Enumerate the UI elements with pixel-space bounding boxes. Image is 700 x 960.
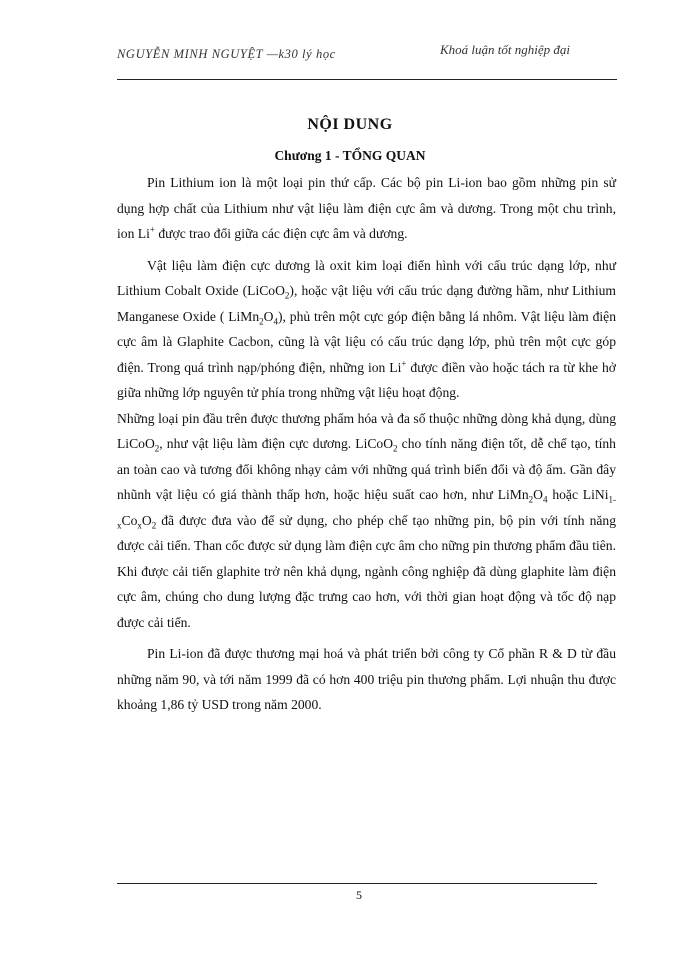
- paragraph-4: Pin Li-ion đã được thương mại hoá và phát triển bởi công ty Cổ phần R & D từ đầu những năm 90, và tới năm 1999 đã có hơn 400 triệu pin thương phẩm. Lợi nhuận thu được khoảng 1,86 tỷ USD trong năm 2000.: [117, 646, 616, 712]
- paragraph-3: Những loại pin đầu trên được thương phẩm hóa và đa số thuộc những dòng khả dụng, dùng LiCoO$_2$, như vật liệu làm điện cực dương. LiCoO$_2$ cho tính năng điện tốt, dễ chế tạo, tính an toàn cao và tương đối không nhạy cảm với những quá trình biến đổi và độ ẩm. Gần đây nhũnh vật liệu có giá thành thấp hơn, hoặc hiệu suất cao hơn, như $LiMn_2O_4$ hoặc $LiNi_{1-x}Co_xO_2$ đã được đưa vào để sử dụng, cho phép chế tạo những pin, bộ pin với tính năng được cải tiến. Than cốc được sử dụng làm điện cực âm cho nững pin thương phẩm đầu tiên. Khi được cải tiến glaphite trở nên khả dụng, ngành công nghiệp đã dùng glaphite làm điện cực âm, chúng cho dung lượng đặc trưng cao hơn, với thời gian hoạt động và tốc độ nạp được cải tiến.: [117, 410, 616, 630]
- paragraph-1: Pin Lithium ion là một loại pin thứ cấp. Các bộ pin Li-ion bao gồm những pin sử dụng hợp chất của Lithium như vật liệu làm điện cực âm và dương. Trong một chu trình, ion Li+ được trao đổi giữa các điện cực âm và dương.: [117, 175, 616, 241]
- header-author: NGUYỄN MINH NGUYỆT —k30 lý học: [117, 47, 336, 61]
- footer-divider: [117, 883, 597, 884]
- body-text: [117, 170, 616, 718]
- header-divider: [117, 79, 617, 80]
- page-number: 5: [356, 888, 362, 902]
- chapter-heading: Chương 1 - TỔNG QUAN: [274, 148, 426, 163]
- paragraph-2: Vật liệu làm điện cực dương là oxit kim loại điển hình với cấu trúc dạng lớp, như Lithium Cobalt Oxide (LiCoO$_2$), hoặc vật liệu với cấu trúc dạng đường hầm, như Lithium Manganese Oxide ( $LiMn_2O_4$), phủ trên một cực góp điện bằng lá nhôm. Vật liệu làm điện cực âm là Glaphite Cacbon, cũng là vật liệu có cấu trúc dạng lớp, phủ trên một cực góp điện. Trong quá trình nạp/phóng điện, những ion Li+ được điền vào hoặc tách ra từ khe hở giữa những lớp nguyên tử phía trong những vật liệu hoạt động.: [117, 257, 616, 400]
- header-thesis-title: Khoá luận tốt nghiệp đại: [440, 42, 570, 57]
- page-title: NỘI DUNG: [307, 116, 393, 133]
